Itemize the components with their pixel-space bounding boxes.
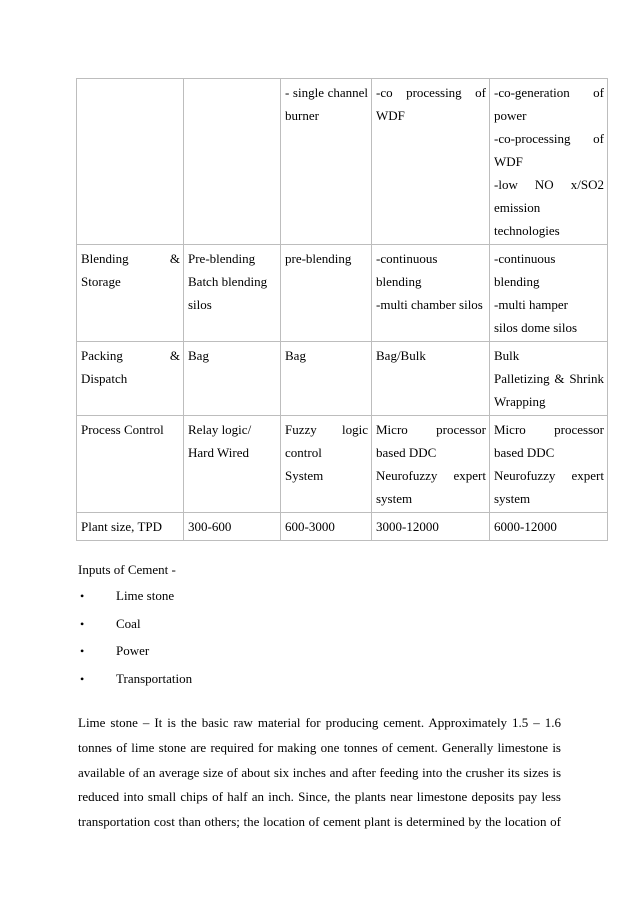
cell-line: Hard Wired [188,445,249,460]
cell-line: -continuous [494,251,556,266]
cell-line: Storage [81,274,121,289]
table-row [77,416,608,513]
cell-line: 6000-12000 [494,519,557,534]
table-cell [490,79,608,245]
cell-line: Micro processor [376,422,486,437]
paragraph-line: reduced into small chips of half an inch. Since, the plants near limestone deposits pay less [78,789,561,805]
table-cell [490,245,608,342]
cell-line: Blending & [81,251,180,266]
bullet-icon: • [80,671,85,686]
cell-line: Neurofuzzy expert [376,468,486,483]
table-body [77,79,608,541]
cell-line: WDF [376,108,405,123]
cell-line: -continuous blending [376,251,438,289]
paragraph-line: transportation cost than others; the location of cement plant is determined by the location of [78,814,561,830]
table-row [77,342,608,416]
table-cell [184,245,281,342]
table-cell [77,79,184,245]
table-cell [184,416,281,513]
table-cell [372,342,490,416]
inputs-heading: Inputs of Cement - [78,562,176,577]
limestone-paragraph [78,711,561,835]
table-cell [184,79,281,245]
table-cell [372,79,490,245]
table-cell [490,513,608,541]
bullet-icon: • [80,616,85,631]
paragraph-line: Lime stone – It is the basic raw material for producing cement. Approximately 1.5 – 1.6 [78,715,561,730]
cell-line: emission [494,200,541,215]
cell-line: 600-3000 [285,519,335,534]
cell-line: power [494,108,527,123]
bullet-icon: • [80,644,85,658]
table-cell [77,513,184,541]
cell-line: Bulk [494,348,520,363]
cell-line: Bag/Bulk [376,348,426,363]
cell-line: system [494,491,531,506]
paragraph-line: available of an average size of about six inches and after feeding into the crusher its sizes is [78,764,561,780]
cell-line: 300-600 [188,519,232,534]
cell-line: system [376,491,413,506]
table-cell [490,342,608,416]
cell-line: Palletizing & Shrink [494,371,604,386]
cell-line: -co-generation of [494,85,604,100]
table-cell [372,416,490,513]
list-item-label: Coal [116,615,141,631]
list-item-label: Transportation [116,670,193,686]
cell-line: Process Control [81,422,164,437]
cell-line: - single channel [285,85,368,100]
cell-line: control [285,445,322,460]
cell-line: based DDC [376,445,437,460]
table-cell [372,245,490,342]
table-cell [77,416,184,513]
table-cell [281,342,372,416]
cell-line: -multi hamper [494,297,569,312]
table-cell [77,342,184,416]
paragraph-line: tonnes of lime stone are required for making one tonnes of cement. Generally limestone is [78,739,561,755]
cell-line: technologies [494,223,560,238]
cell-line: silos dome silos [494,320,578,335]
table-row [77,245,608,342]
cell-line: Neurofuzzy expert [494,468,604,483]
table-cell [184,513,281,541]
cell-line: burner [285,108,319,123]
cell-line: -low NO x/SO2 [494,177,604,192]
cement-technology-table [76,78,608,541]
table-cell [372,513,490,541]
cell-line: -co-processing of [494,131,604,146]
cell-line: Batch blending [188,274,268,289]
cell-line: Micro processor [494,422,604,437]
table-cell [281,79,372,245]
cell-line: -co processing of [376,85,486,100]
table-cell [184,342,281,416]
table-cell [281,416,372,513]
cell-line: blending [494,274,540,289]
cell-line: silos [188,297,212,312]
cell-line: Fuzzy logic [285,422,368,437]
cell-line: Relay logic/ [188,422,252,437]
table-cell [490,416,608,513]
cell-line: Plant size, TPD [81,519,163,534]
list-item-label: Lime stone [116,588,175,603]
cell-line: WDF [494,154,523,169]
cell-line: Wrapping [494,394,546,409]
bullet-icon: • [80,589,85,603]
cell-line: -multi chamber silos [376,297,483,312]
cell-line: Dispatch [81,371,128,386]
cell-line: Bag [188,348,209,363]
table-row [77,79,608,245]
table-cell [281,245,372,342]
cell-line: Bag [285,348,306,363]
cell-line: pre-blending [285,251,352,266]
table-cell [77,245,184,342]
cell-line: Packing & [81,348,180,363]
cell-line: System [285,468,324,483]
cell-line: based DDC [494,445,555,460]
cell-line: Pre-blending [188,251,256,266]
table-cell [281,513,372,541]
table-row [77,513,608,541]
cell-line: 3000-12000 [376,519,439,534]
list-item-label: Power [116,643,150,658]
